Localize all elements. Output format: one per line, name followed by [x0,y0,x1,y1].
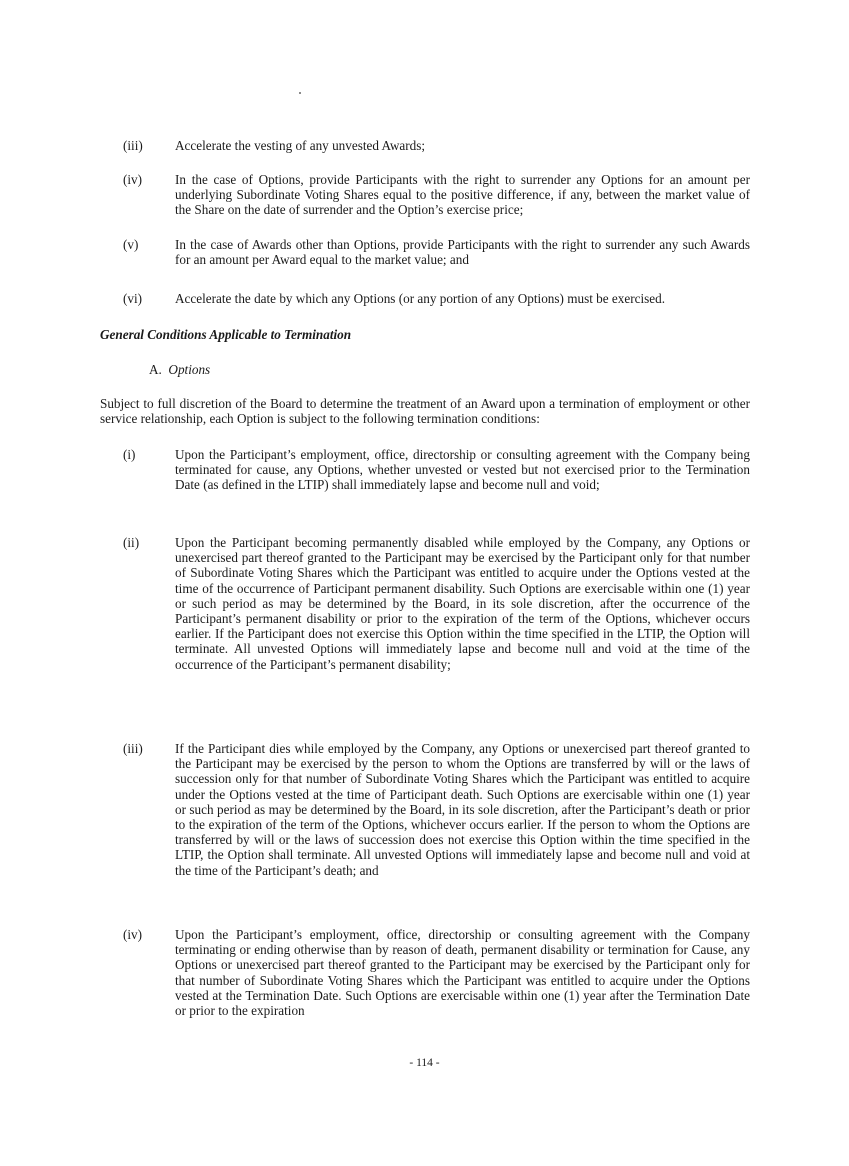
list-text: In the case of Awards other than Options, provide Participants with the right to surrender any such Awards for an amount per Award equal to the market value; and [175,237,750,268]
list-number: (vi) [123,291,143,306]
list-text: Upon the Participant’s employment, office, directorship or consulting agreement with the Company being terminated for cause, any Options, whether unvested or vested but not exercised prior to the Termination Date (as defined in the LTIP) shall immediately lapse and become null and void; [175,447,750,493]
list-text: Accelerate the date by which any Options (or any portion of any Options) must be exercised. [175,291,665,306]
list-text: Upon the Participant becoming permanently disabled while employed by the Company, any Options or unexercised part thereof granted to the Participant may be exercised by the Participant only for that number of Subordinate Voting Shares which the Participant was entitled to acquire under the Options vested at the time of the occurrence of Participant permanent disability. Such Options are exercisable within one (1) year or such period as may be determined by the Board, in its sole discretion, after the occurrence of the Participant’s permanent disability or prior to the expiration of the term of the Options, whichever occurs earlier. If the Participant does not exercise this Option within the time specified in the LTIP, the Option will terminate. All unvested Options will immediately lapse and become null and void at the time of the occurrence of the Participant’s permanent disability; [175,535,750,672]
list-number: (iii) [123,741,143,756]
list-number: (ii) [123,535,140,550]
list-text: Accelerate the vesting of any unvested Awards; [175,138,425,153]
list-number: (iv) [123,172,143,187]
intro-paragraph: Subject to full discretion of the Board to determine the treatment of an Award upon a termination of employment or other service relationship, each Option is subject to the following termination conditions: [100,396,750,427]
list-number: (i) [123,447,136,462]
list-text: If the Participant dies while employed by the Company, any Options or unexercised part thereof granted to the Participant may be exercised by the person to whom the Options are transferred by will or the laws of succession only for that number of Subordinate Voting Shares which the Participant was entitled to acquire under the Options vested at the time of Participant death. Such Options are exercisable within one (1) year or such period as may be determined by the Board, in its sole discretion, after the Participant’s death or prior to the expiration of the term of the Options, whichever occurs earlier. If the person to whom the Options are transferred by will or the laws of succession does not exercise this Option within the time specified in the LTIP, the Option shall terminate. All unvested Options will immediately lapse and become null and void at the time of the Participant’s death; and [175,741,750,878]
list-text: Upon the Participant’s employment, office, directorship or consulting agreement with the Company terminating or ending otherwise than by reason of death, permanent disability or termination for Cause, any Options or unexercised part thereof granted to the Participant may be exercised by the Participant only for that number of Subordinate Voting Shares which the Participant was entitled to acquire under the Options vested at the Termination Date. Such Options are exercisable within one (1) year after the Termination Date or prior to the expiration [175,927,750,1019]
list-text: In the case of Options, provide Participants with the right to surrender any Options for an amount per underlying Subordinate Voting Shares equal to the positive difference, if any, between the market value of the Share on the date of surrender and the Option’s exercise price; [175,172,750,218]
list-number: (v) [123,237,139,252]
list-number: (iii) [123,138,143,153]
subsection-heading [149,362,210,377]
list-number: (iv) [123,927,143,942]
section-heading: General Conditions Applicable to Termination [100,327,352,342]
subsection-letter: A. [149,362,162,377]
subsection-title: Options [168,362,211,377]
page-number: - 114 - [409,1057,440,1069]
stray-mark [299,92,301,94]
